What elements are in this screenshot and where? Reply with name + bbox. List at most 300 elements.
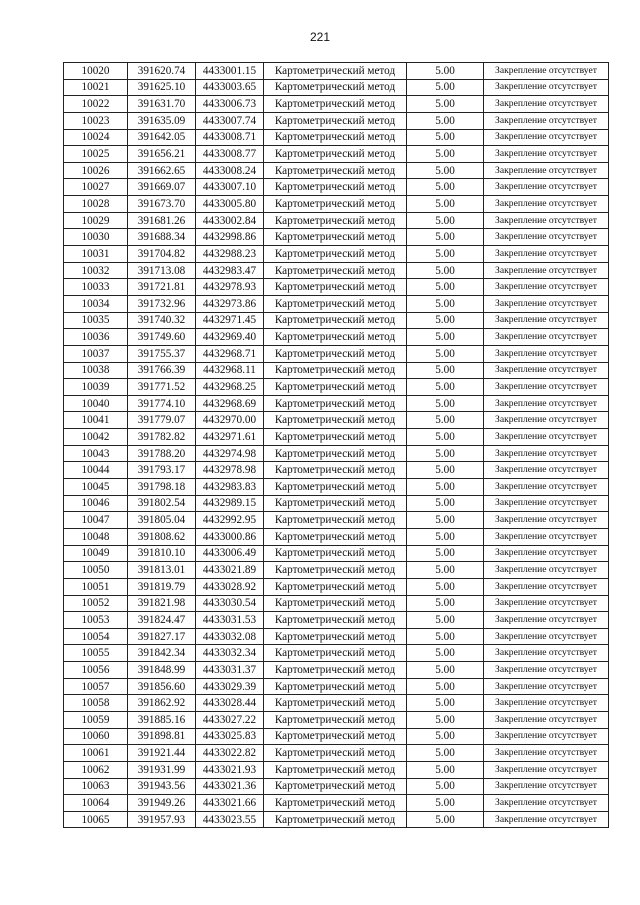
cell-y-coordinate: 4432992.95 bbox=[196, 512, 264, 529]
cell-fixation: Закрепление отсутствует bbox=[484, 745, 609, 762]
table-row bbox=[64, 479, 609, 496]
cell-x-coordinate: 391798.18 bbox=[128, 479, 196, 496]
cell-fixation: Закрепление отсутствует bbox=[484, 778, 609, 795]
cell-x-coordinate: 391642.05 bbox=[128, 129, 196, 146]
table-row bbox=[64, 329, 609, 346]
cell-x-coordinate: 391805.04 bbox=[128, 512, 196, 529]
table-row bbox=[64, 445, 609, 462]
cell-point-number: 10043 bbox=[64, 445, 128, 462]
cell-point-number: 10040 bbox=[64, 395, 128, 412]
cell-fixation: Закрепление отсутствует bbox=[484, 379, 609, 396]
cell-point-number: 10054 bbox=[64, 628, 128, 645]
cell-fixation: Закрепление отсутствует bbox=[484, 146, 609, 163]
cell-y-coordinate: 4432988.23 bbox=[196, 246, 264, 263]
cell-point-number: 10042 bbox=[64, 429, 128, 446]
table-row bbox=[64, 295, 609, 312]
cell-fixation: Закрепление отсутствует bbox=[484, 761, 609, 778]
cell-x-coordinate: 391856.60 bbox=[128, 678, 196, 695]
cell-y-coordinate: 4432968.11 bbox=[196, 362, 264, 379]
cell-method: Картометрический метод bbox=[264, 811, 407, 828]
cell-x-coordinate: 391625.10 bbox=[128, 79, 196, 96]
cell-x-coordinate: 391688.34 bbox=[128, 229, 196, 246]
cell-method: Картометрический метод bbox=[264, 79, 407, 96]
cell-accuracy: 5.00 bbox=[407, 429, 484, 446]
cell-fixation: Закрепление отсутствует bbox=[484, 312, 609, 329]
cell-y-coordinate: 4432968.71 bbox=[196, 345, 264, 362]
cell-fixation: Закрепление отсутствует bbox=[484, 578, 609, 595]
table-row bbox=[64, 495, 609, 512]
table-row bbox=[64, 761, 609, 778]
cell-x-coordinate: 391656.21 bbox=[128, 146, 196, 163]
table-row bbox=[64, 678, 609, 695]
table-row bbox=[64, 811, 609, 828]
cell-point-number: 10027 bbox=[64, 179, 128, 196]
cell-fixation: Закрепление отсутствует bbox=[484, 295, 609, 312]
cell-accuracy: 5.00 bbox=[407, 628, 484, 645]
cell-y-coordinate: 4433029.39 bbox=[196, 678, 264, 695]
cell-accuracy: 5.00 bbox=[407, 761, 484, 778]
cell-fixation: Закрепление отсутствует bbox=[484, 512, 609, 529]
cell-method: Картометрический метод bbox=[264, 395, 407, 412]
cell-y-coordinate: 4433003.65 bbox=[196, 79, 264, 96]
cell-method: Картометрический метод bbox=[264, 562, 407, 579]
cell-y-coordinate: 4432983.83 bbox=[196, 479, 264, 496]
table-row bbox=[64, 212, 609, 229]
table-row bbox=[64, 562, 609, 579]
cell-fixation: Закрепление отсутствует bbox=[484, 395, 609, 412]
cell-method: Картометрический метод bbox=[264, 412, 407, 429]
cell-point-number: 10060 bbox=[64, 728, 128, 745]
cell-y-coordinate: 4433031.53 bbox=[196, 612, 264, 629]
table-row bbox=[64, 362, 609, 379]
table-row bbox=[64, 528, 609, 545]
cell-point-number: 10022 bbox=[64, 96, 128, 113]
cell-fixation: Закрепление отсутствует bbox=[484, 179, 609, 196]
table-row bbox=[64, 778, 609, 795]
cell-x-coordinate: 391631.70 bbox=[128, 96, 196, 113]
cell-x-coordinate: 391821.98 bbox=[128, 595, 196, 612]
cell-fixation: Закрепление отсутствует bbox=[484, 196, 609, 213]
cell-accuracy: 5.00 bbox=[407, 96, 484, 113]
cell-method: Картометрический метод bbox=[264, 179, 407, 196]
cell-fixation: Закрепление отсутствует bbox=[484, 429, 609, 446]
table-row bbox=[64, 412, 609, 429]
table-row bbox=[64, 312, 609, 329]
cell-fixation: Закрепление отсутствует bbox=[484, 246, 609, 263]
cell-accuracy: 5.00 bbox=[407, 811, 484, 828]
cell-accuracy: 5.00 bbox=[407, 379, 484, 396]
cell-y-coordinate: 4433002.84 bbox=[196, 212, 264, 229]
cell-accuracy: 5.00 bbox=[407, 295, 484, 312]
cell-x-coordinate: 391921.44 bbox=[128, 745, 196, 762]
cell-fixation: Закрепление отсутствует bbox=[484, 795, 609, 812]
cell-point-number: 10032 bbox=[64, 262, 128, 279]
cell-point-number: 10025 bbox=[64, 146, 128, 163]
cell-accuracy: 5.00 bbox=[407, 795, 484, 812]
table-row bbox=[64, 628, 609, 645]
cell-accuracy: 5.00 bbox=[407, 162, 484, 179]
cell-fixation: Закрепление отсутствует bbox=[484, 96, 609, 113]
cell-accuracy: 5.00 bbox=[407, 778, 484, 795]
cell-method: Картометрический метод bbox=[264, 63, 407, 80]
cell-accuracy: 5.00 bbox=[407, 79, 484, 96]
table-row bbox=[64, 462, 609, 479]
cell-point-number: 10033 bbox=[64, 279, 128, 296]
cell-y-coordinate: 4433008.77 bbox=[196, 146, 264, 163]
cell-fixation: Закрепление отсутствует bbox=[484, 628, 609, 645]
cell-fixation: Закрепление отсутствует bbox=[484, 711, 609, 728]
cell-y-coordinate: 4433023.55 bbox=[196, 811, 264, 828]
cell-x-coordinate: 391848.99 bbox=[128, 662, 196, 679]
cell-fixation: Закрепление отсутствует bbox=[484, 545, 609, 562]
cell-y-coordinate: 4433030.54 bbox=[196, 595, 264, 612]
cell-point-number: 10031 bbox=[64, 246, 128, 263]
cell-method: Картометрический метод bbox=[264, 162, 407, 179]
cell-point-number: 10029 bbox=[64, 212, 128, 229]
cell-accuracy: 5.00 bbox=[407, 595, 484, 612]
cell-point-number: 10021 bbox=[64, 79, 128, 96]
cell-y-coordinate: 4433007.10 bbox=[196, 179, 264, 196]
cell-point-number: 10044 bbox=[64, 462, 128, 479]
cell-accuracy: 5.00 bbox=[407, 196, 484, 213]
cell-fixation: Закрепление отсутствует bbox=[484, 162, 609, 179]
cell-method: Картометрический метод bbox=[264, 512, 407, 529]
cell-x-coordinate: 391673.70 bbox=[128, 196, 196, 213]
cell-fixation: Закрепление отсутствует bbox=[484, 479, 609, 496]
cell-point-number: 10034 bbox=[64, 295, 128, 312]
cell-accuracy: 5.00 bbox=[407, 312, 484, 329]
cell-x-coordinate: 391808.62 bbox=[128, 528, 196, 545]
cell-y-coordinate: 4433000.86 bbox=[196, 528, 264, 545]
table-row bbox=[64, 395, 609, 412]
cell-x-coordinate: 391740.32 bbox=[128, 312, 196, 329]
cell-fixation: Закрепление отсутствует bbox=[484, 645, 609, 662]
cell-y-coordinate: 4432968.25 bbox=[196, 379, 264, 396]
table-row bbox=[64, 695, 609, 712]
cell-y-coordinate: 4433001.15 bbox=[196, 63, 264, 80]
table-row bbox=[64, 612, 609, 629]
cell-accuracy: 5.00 bbox=[407, 545, 484, 562]
cell-accuracy: 5.00 bbox=[407, 479, 484, 496]
table-row bbox=[64, 545, 609, 562]
cell-accuracy: 5.00 bbox=[407, 329, 484, 346]
cell-method: Картометрический метод bbox=[264, 645, 407, 662]
cell-accuracy: 5.00 bbox=[407, 146, 484, 163]
cell-method: Картометрический метод bbox=[264, 795, 407, 812]
cell-x-coordinate: 391802.54 bbox=[128, 495, 196, 512]
cell-point-number: 10037 bbox=[64, 345, 128, 362]
cell-accuracy: 5.00 bbox=[407, 678, 484, 695]
cell-y-coordinate: 4433027.22 bbox=[196, 711, 264, 728]
cell-y-coordinate: 4433021.93 bbox=[196, 761, 264, 778]
cell-y-coordinate: 4433006.73 bbox=[196, 96, 264, 113]
cell-accuracy: 5.00 bbox=[407, 612, 484, 629]
cell-point-number: 10051 bbox=[64, 578, 128, 595]
cell-accuracy: 5.00 bbox=[407, 362, 484, 379]
cell-x-coordinate: 391662.65 bbox=[128, 162, 196, 179]
cell-method: Картометрический метод bbox=[264, 262, 407, 279]
cell-method: Картометрический метод bbox=[264, 329, 407, 346]
cell-fixation: Закрепление отсутствует bbox=[484, 279, 609, 296]
cell-accuracy: 5.00 bbox=[407, 578, 484, 595]
cell-y-coordinate: 4432968.69 bbox=[196, 395, 264, 412]
cell-accuracy: 5.00 bbox=[407, 395, 484, 412]
cell-y-coordinate: 4432970.00 bbox=[196, 412, 264, 429]
table-row bbox=[64, 645, 609, 662]
cell-y-coordinate: 4433006.49 bbox=[196, 545, 264, 562]
cell-x-coordinate: 391819.79 bbox=[128, 578, 196, 595]
cell-point-number: 10041 bbox=[64, 412, 128, 429]
cell-method: Картометрический метод bbox=[264, 196, 407, 213]
cell-method: Картометрический метод bbox=[264, 628, 407, 645]
cell-x-coordinate: 391732.96 bbox=[128, 295, 196, 312]
cell-fixation: Закрепление отсутствует bbox=[484, 412, 609, 429]
cell-point-number: 10038 bbox=[64, 362, 128, 379]
cell-y-coordinate: 4432983.47 bbox=[196, 262, 264, 279]
cell-accuracy: 5.00 bbox=[407, 129, 484, 146]
cell-accuracy: 5.00 bbox=[407, 445, 484, 462]
cell-y-coordinate: 4432989.15 bbox=[196, 495, 264, 512]
cell-y-coordinate: 4432978.93 bbox=[196, 279, 264, 296]
cell-point-number: 10063 bbox=[64, 778, 128, 795]
cell-accuracy: 5.00 bbox=[407, 63, 484, 80]
cell-method: Картометрический метод bbox=[264, 146, 407, 163]
cell-fixation: Закрепление отсутствует bbox=[484, 79, 609, 96]
table-row bbox=[64, 429, 609, 446]
cell-fixation: Закрепление отсутствует bbox=[484, 345, 609, 362]
table-row bbox=[64, 196, 609, 213]
cell-x-coordinate: 391779.07 bbox=[128, 412, 196, 429]
table-row bbox=[64, 96, 609, 113]
table-row bbox=[64, 279, 609, 296]
cell-y-coordinate: 4433022.82 bbox=[196, 745, 264, 762]
cell-method: Картометрический метод bbox=[264, 711, 407, 728]
cell-y-coordinate: 4433032.08 bbox=[196, 628, 264, 645]
cell-point-number: 10065 bbox=[64, 811, 128, 828]
table-row bbox=[64, 711, 609, 728]
cell-fixation: Закрепление отсутствует bbox=[484, 678, 609, 695]
cell-method: Картометрический метод bbox=[264, 362, 407, 379]
cell-x-coordinate: 391681.26 bbox=[128, 212, 196, 229]
cell-y-coordinate: 4433028.44 bbox=[196, 695, 264, 712]
cell-method: Картометрический метод bbox=[264, 612, 407, 629]
cell-y-coordinate: 4433021.89 bbox=[196, 562, 264, 579]
cell-accuracy: 5.00 bbox=[407, 212, 484, 229]
cell-point-number: 10023 bbox=[64, 112, 128, 129]
cell-accuracy: 5.00 bbox=[407, 745, 484, 762]
cell-fixation: Закрепление отсутствует bbox=[484, 528, 609, 545]
cell-accuracy: 5.00 bbox=[407, 662, 484, 679]
cell-point-number: 10024 bbox=[64, 129, 128, 146]
table-row bbox=[64, 262, 609, 279]
cell-fixation: Закрепление отсутствует bbox=[484, 595, 609, 612]
cell-method: Картометрический метод bbox=[264, 728, 407, 745]
cell-x-coordinate: 391704.82 bbox=[128, 246, 196, 263]
cell-method: Картометрический метод bbox=[264, 295, 407, 312]
cell-method: Картометрический метод bbox=[264, 761, 407, 778]
cell-y-coordinate: 4433021.36 bbox=[196, 778, 264, 795]
cell-accuracy: 5.00 bbox=[407, 345, 484, 362]
cell-x-coordinate: 391810.10 bbox=[128, 545, 196, 562]
cell-accuracy: 5.00 bbox=[407, 462, 484, 479]
cell-point-number: 10062 bbox=[64, 761, 128, 778]
cell-method: Картометрический метод bbox=[264, 528, 407, 545]
cell-method: Картометрический метод bbox=[264, 345, 407, 362]
table-row bbox=[64, 129, 609, 146]
cell-method: Картометрический метод bbox=[264, 312, 407, 329]
table-row bbox=[64, 112, 609, 129]
cell-x-coordinate: 391931.99 bbox=[128, 761, 196, 778]
cell-x-coordinate: 391721.81 bbox=[128, 279, 196, 296]
table-row bbox=[64, 728, 609, 745]
cell-accuracy: 5.00 bbox=[407, 728, 484, 745]
cell-accuracy: 5.00 bbox=[407, 711, 484, 728]
cell-method: Картометрический метод bbox=[264, 545, 407, 562]
cell-fixation: Закрепление отсутствует bbox=[484, 811, 609, 828]
cell-y-coordinate: 4432998.86 bbox=[196, 229, 264, 246]
cell-fixation: Закрепление отсутствует bbox=[484, 112, 609, 129]
cell-point-number: 10030 bbox=[64, 229, 128, 246]
cell-point-number: 10056 bbox=[64, 662, 128, 679]
cell-x-coordinate: 391669.07 bbox=[128, 179, 196, 196]
cell-point-number: 10061 bbox=[64, 745, 128, 762]
table-row bbox=[64, 162, 609, 179]
cell-fixation: Закрепление отсутствует bbox=[484, 63, 609, 80]
cell-fixation: Закрепление отсутствует bbox=[484, 495, 609, 512]
cell-y-coordinate: 4433025.83 bbox=[196, 728, 264, 745]
cell-y-coordinate: 4433005.80 bbox=[196, 196, 264, 213]
cell-point-number: 10050 bbox=[64, 562, 128, 579]
table-row bbox=[64, 795, 609, 812]
cell-point-number: 10057 bbox=[64, 678, 128, 695]
cell-method: Картометрический метод bbox=[264, 229, 407, 246]
cell-accuracy: 5.00 bbox=[407, 695, 484, 712]
cell-accuracy: 5.00 bbox=[407, 262, 484, 279]
cell-y-coordinate: 4433007.74 bbox=[196, 112, 264, 129]
cell-point-number: 10036 bbox=[64, 329, 128, 346]
cell-point-number: 10045 bbox=[64, 479, 128, 496]
cell-method: Картометрический метод bbox=[264, 479, 407, 496]
table-row bbox=[64, 63, 609, 80]
table-row bbox=[64, 229, 609, 246]
cell-fixation: Закрепление отсутствует bbox=[484, 662, 609, 679]
cell-point-number: 10035 bbox=[64, 312, 128, 329]
cell-point-number: 10049 bbox=[64, 545, 128, 562]
cell-x-coordinate: 391793.17 bbox=[128, 462, 196, 479]
cell-method: Картометрический метод bbox=[264, 595, 407, 612]
cell-x-coordinate: 391943.56 bbox=[128, 778, 196, 795]
cell-accuracy: 5.00 bbox=[407, 112, 484, 129]
cell-point-number: 10026 bbox=[64, 162, 128, 179]
cell-method: Картометрический метод bbox=[264, 678, 407, 695]
cell-y-coordinate: 4433032.34 bbox=[196, 645, 264, 662]
cell-x-coordinate: 391782.82 bbox=[128, 429, 196, 446]
cell-point-number: 10053 bbox=[64, 612, 128, 629]
cell-point-number: 10028 bbox=[64, 196, 128, 213]
cell-fixation: Закрепление отсутствует bbox=[484, 612, 609, 629]
cell-x-coordinate: 391957.93 bbox=[128, 811, 196, 828]
cell-y-coordinate: 4432971.45 bbox=[196, 312, 264, 329]
cell-point-number: 10020 bbox=[64, 63, 128, 80]
cell-fixation: Закрепление отсутствует bbox=[484, 362, 609, 379]
table-row bbox=[64, 179, 609, 196]
cell-fixation: Закрепление отсутствует bbox=[484, 262, 609, 279]
cell-x-coordinate: 391635.09 bbox=[128, 112, 196, 129]
cell-x-coordinate: 391898.81 bbox=[128, 728, 196, 745]
cell-fixation: Закрепление отсутствует bbox=[484, 445, 609, 462]
cell-method: Картометрический метод bbox=[264, 778, 407, 795]
cell-point-number: 10048 bbox=[64, 528, 128, 545]
cell-fixation: Закрепление отсутствует bbox=[484, 695, 609, 712]
cell-point-number: 10046 bbox=[64, 495, 128, 512]
cell-y-coordinate: 4432974.98 bbox=[196, 445, 264, 462]
page-number: 221 bbox=[309, 30, 331, 44]
cell-y-coordinate: 4433031.37 bbox=[196, 662, 264, 679]
cell-method: Картометрический метод bbox=[264, 279, 407, 296]
cell-x-coordinate: 391813.01 bbox=[128, 562, 196, 579]
cell-method: Картометрический метод bbox=[264, 662, 407, 679]
coordinates-table bbox=[63, 62, 609, 828]
cell-point-number: 10047 bbox=[64, 512, 128, 529]
cell-x-coordinate: 391766.39 bbox=[128, 362, 196, 379]
cell-accuracy: 5.00 bbox=[407, 645, 484, 662]
cell-point-number: 10064 bbox=[64, 795, 128, 812]
cell-method: Картометрический метод bbox=[264, 246, 407, 263]
cell-x-coordinate: 391771.52 bbox=[128, 379, 196, 396]
cell-accuracy: 5.00 bbox=[407, 279, 484, 296]
cell-fixation: Закрепление отсутствует bbox=[484, 562, 609, 579]
cell-method: Картометрический метод bbox=[264, 445, 407, 462]
cell-method: Картометрический метод bbox=[264, 495, 407, 512]
cell-x-coordinate: 391949.26 bbox=[128, 795, 196, 812]
cell-method: Картометрический метод bbox=[264, 462, 407, 479]
table-row bbox=[64, 595, 609, 612]
cell-method: Картометрический метод bbox=[264, 96, 407, 113]
cell-x-coordinate: 391824.47 bbox=[128, 612, 196, 629]
cell-method: Картометрический метод bbox=[264, 745, 407, 762]
cell-fixation: Закрепление отсутствует bbox=[484, 329, 609, 346]
cell-y-coordinate: 4433021.66 bbox=[196, 795, 264, 812]
table-row bbox=[64, 745, 609, 762]
cell-method: Картометрический метод bbox=[264, 695, 407, 712]
cell-fixation: Закрепление отсутствует bbox=[484, 229, 609, 246]
cell-accuracy: 5.00 bbox=[407, 179, 484, 196]
cell-method: Картометрический метод bbox=[264, 578, 407, 595]
cell-fixation: Закрепление отсутствует bbox=[484, 728, 609, 745]
cell-x-coordinate: 391749.60 bbox=[128, 329, 196, 346]
cell-x-coordinate: 391788.20 bbox=[128, 445, 196, 462]
cell-y-coordinate: 4432969.40 bbox=[196, 329, 264, 346]
cell-y-coordinate: 4432978.98 bbox=[196, 462, 264, 479]
cell-y-coordinate: 4433008.71 bbox=[196, 129, 264, 146]
cell-fixation: Закрепление отсутствует bbox=[484, 462, 609, 479]
cell-x-coordinate: 391713.08 bbox=[128, 262, 196, 279]
cell-y-coordinate: 4433008.24 bbox=[196, 162, 264, 179]
table-row bbox=[64, 146, 609, 163]
cell-x-coordinate: 391842.34 bbox=[128, 645, 196, 662]
cell-point-number: 10059 bbox=[64, 711, 128, 728]
cell-x-coordinate: 391755.37 bbox=[128, 345, 196, 362]
cell-method: Картометрический метод bbox=[264, 129, 407, 146]
cell-method: Картометрический метод bbox=[264, 429, 407, 446]
cell-accuracy: 5.00 bbox=[407, 412, 484, 429]
cell-x-coordinate: 391862.92 bbox=[128, 695, 196, 712]
table-body bbox=[64, 63, 609, 828]
cell-accuracy: 5.00 bbox=[407, 528, 484, 545]
cell-x-coordinate: 391827.17 bbox=[128, 628, 196, 645]
table-row bbox=[64, 662, 609, 679]
table-row bbox=[64, 512, 609, 529]
